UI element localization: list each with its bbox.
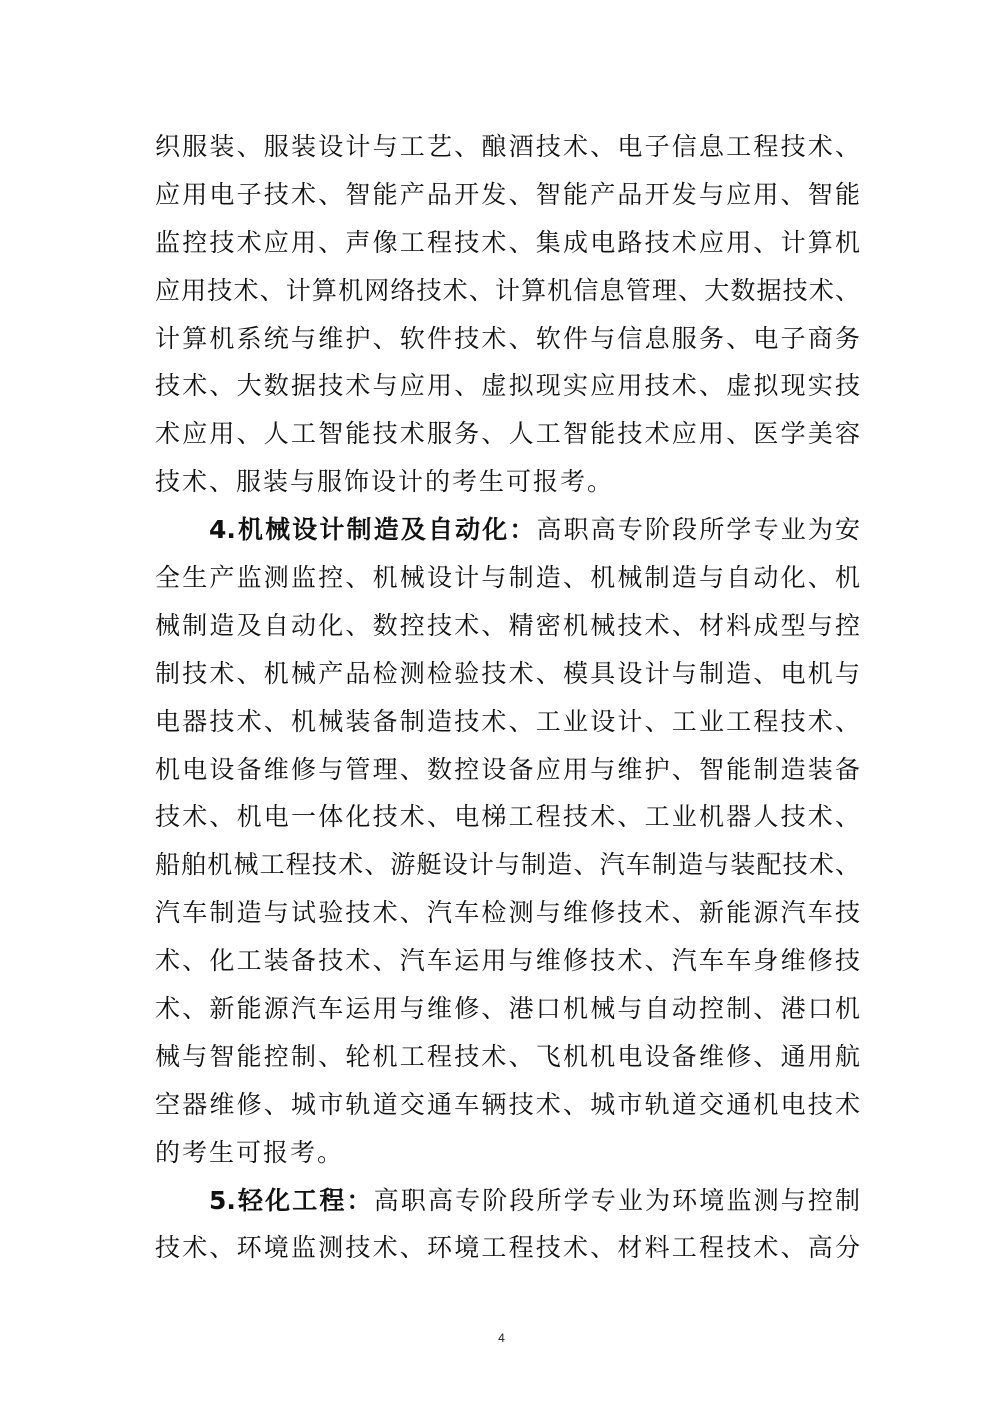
text-line: 监控技术应用、声像工程技术、集成电路技术应用、计算机	[155, 227, 860, 257]
text-line: 计算机系统与维护、软件技术、软件与信息服务、电子商务	[155, 323, 860, 353]
section-heading-4: 4.机械设计制造及自动化：	[209, 515, 537, 545]
paragraph-first-line	[155, 506, 860, 554]
paragraph-first-line	[155, 1177, 860, 1225]
text-line: 汽车制造与试验技术、汽车检测与维修技术、新能源汽车技	[155, 898, 860, 928]
text-line: 应用技术、计算机网络技术、计算机信息管理、大数据技术、	[155, 275, 860, 305]
text-line: 技术、服装与服饰设计的考生可报考。	[155, 467, 615, 497]
page-number: 4	[498, 1331, 505, 1345]
text-line: 术、化工装备技术、汽车运用与维修技术、汽车车身维修技	[155, 946, 860, 976]
text-line: 应用电子技术、智能产品开发、智能产品开发与应用、智能	[155, 179, 860, 209]
text-line: 械制造及自动化、数控技术、精密机械技术、材料成型与控	[155, 610, 860, 640]
section-heading-5: 5.轻化工程：	[209, 1185, 374, 1215]
text-line: 术应用、人工智能技术服务、人工智能技术应用、医学美容	[155, 419, 860, 449]
text-line: 全生产监测监控、机械设计与制造、机械制造与自动化、机	[155, 563, 860, 593]
text-line: 空器维修、城市轨道交通车辆技术、城市轨道交通机电技术	[155, 1089, 860, 1119]
text-line: 术、新能源汽车运用与维修、港口机械与自动控制、港口机	[155, 994, 860, 1024]
text-run: 高职高专阶段所学专业为安	[536, 515, 860, 545]
text-line: 技术、大数据技术与应用、虚拟现实应用技术、虚拟现实技	[155, 371, 860, 401]
text-line: 制技术、机械产品检测检验技术、模具设计与制造、电机与	[155, 658, 860, 688]
text-line: 船舶机械工程技术、游艇设计与制造、汽车制造与装配技术、	[155, 850, 860, 880]
text-line: 技术、环境监测技术、环境工程技术、材料工程技术、高分	[155, 1233, 860, 1263]
text-line: 的考生可报考。	[155, 1137, 345, 1167]
text-line: 技术、机电一体化技术、电梯工程技术、工业机器人技术、	[155, 802, 860, 832]
text-run: 高职高专阶段所学专业为环境监测与控制	[373, 1185, 860, 1215]
body-text	[155, 123, 860, 1272]
text-line: 织服装、服装设计与工艺、酿酒技术、电子信息工程技术、	[155, 132, 860, 161]
text-line: 机电设备维修与管理、数控设备应用与维护、智能制造装备	[155, 754, 860, 784]
text-line: 电器技术、机械装备制造技术、工业设计、工业工程技术、	[155, 706, 860, 736]
text-line: 械与智能控制、轮机工程技术、飞机机电设备维修、通用航	[155, 1041, 860, 1071]
